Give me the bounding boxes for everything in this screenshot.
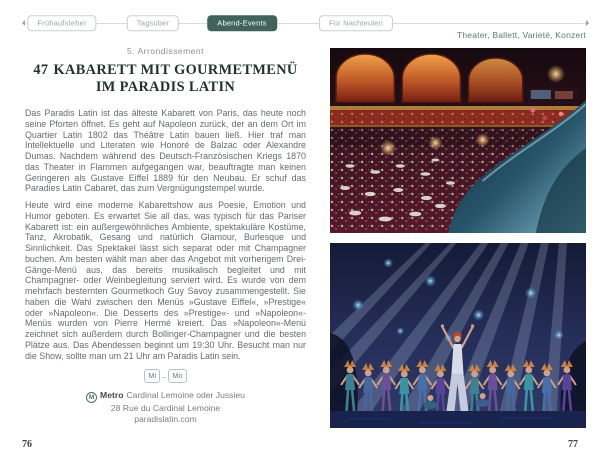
day-to: Mo <box>168 369 186 383</box>
address-line: 28 Rue du Cardinal Lemoine <box>110 403 221 414</box>
article-paragraph-1: Das Paradis Latin ist das älteste Kabarett von Paris, das heute noch seine Pforten öffnet. Es geht auf Napoleon zurück, der an dem Ort im Quartier Latin 1802 das Théâtre Latin bauen ließ. Hier traf man Intellektuelle und Literaten wie Honoré de Balzac oder Alexandre Dumas. Nachdem während des Deutsch-Französischen Kriegs 1870 das Theater in Flammen aufgegangen war, beauftragte man keinen Geringeren als Gustave Eiffel 1889 für den Neubau. Er schuf das Paradies Latin Cabaret, das zum Vergnügungstempel wurde. <box>25 108 306 194</box>
metro-line <box>25 390 306 403</box>
article-title-line1: KABARETT MIT GOURMETMENÜ <box>53 62 298 78</box>
metro-icon: M <box>86 392 97 403</box>
article-body <box>25 108 306 361</box>
metro-stations: Cardinal Lemoine oder Jussieu <box>126 390 245 401</box>
theater-interior-photo <box>330 48 586 233</box>
tab-fuer-nachteulen[interactable]: Für Nachteulen <box>319 15 393 31</box>
nav-arrow-left-icon[interactable] <box>19 20 25 26</box>
page-number-left: 76 <box>22 439 32 450</box>
category-label: Theater, Ballett, Varieté, Konzert <box>456 30 586 40</box>
tab-tagsueber[interactable]: Tagsüber <box>127 15 179 31</box>
article-title <box>25 62 306 95</box>
article-number: 47 <box>33 62 49 78</box>
practical-info <box>25 390 306 425</box>
day-from: Mi <box>144 369 160 383</box>
timeline-line <box>26 23 586 24</box>
nav-arrow-right-icon[interactable] <box>586 20 592 26</box>
district-label: 5. Arrondissement <box>126 46 204 56</box>
article-column <box>25 46 306 426</box>
article-title-line2: IM PARADIS LATIN <box>95 78 236 95</box>
tab-abend-events[interactable]: Abend-Events <box>207 15 277 31</box>
tab-fruehaufsteher[interactable]: Frühaufsteher <box>27 15 96 31</box>
website-link[interactable]: paradislatin.com <box>134 414 197 425</box>
page-number-right: 77 <box>568 439 578 450</box>
article-paragraph-2: Heute wird eine moderne Kabarettshow aus Poesie, Emotion und Humor geboten. Es erwartet Sie all das, was typisch für das Pariser Kabarett ist: ein außergewöhnliches Ambiente, spektakuläre Kostüme, Tanz, Akrobatik, Gesang und natürlich Glamour, Burlesque und Sinnlichkeit. Das Spektakel lässt sich separat oder mit Champagner buchen. Am besten wählt man aber das Angebot mit vorherigem Drei-Gänge-Menü aus, das bereits musikalisch begleitet und mit Champagner- oder Weinbegleitung serviert wird. Es wurde von dem mehrfach besternten Gourmetkoch Guy Savoy zusammengestellt. Sie haben die Wahl zwischen den Menüs »Gustave Eiffel«, »Prestige« oder »Napoleon«. Die Desserts des »Prestige«- und »Napoleon«-Menüs wurden von Pierre Hermé kreiert. Das »Napoleon«-Menü zeichnet sich außerdem durch Bollinger-Champagner und die besten Plätze aus. Das Abendessen beginnt um 19:30 Uhr. Besucht man nur die Show, sollte man um 21 Uhr am Paradis Latin sein. <box>25 200 306 361</box>
opening-days-badge <box>25 369 306 383</box>
day-separator: – <box>162 371 167 381</box>
metro-label: Metro <box>100 390 124 401</box>
cabaret-show-photo <box>330 243 586 428</box>
